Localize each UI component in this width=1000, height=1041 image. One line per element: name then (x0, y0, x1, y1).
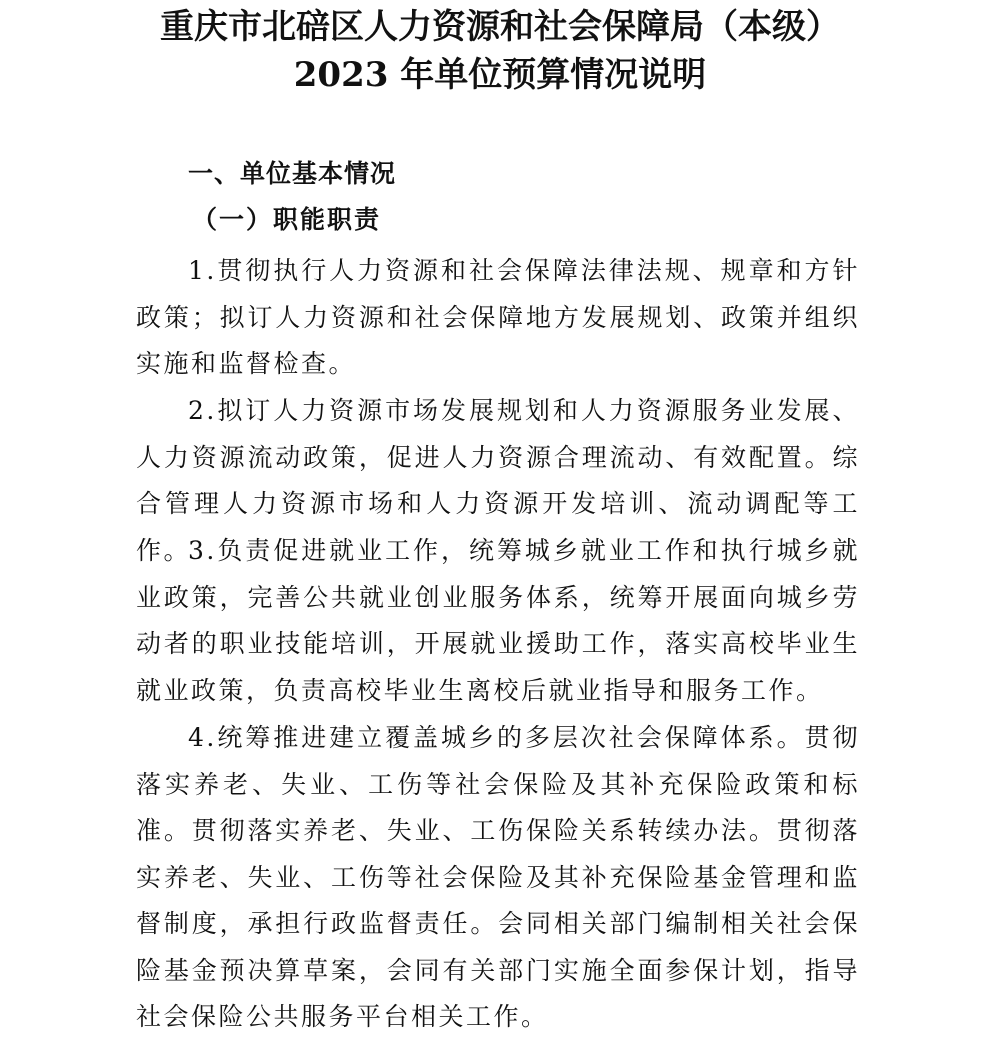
paragraph-duty-4: 4.统筹推进建立覆盖城乡的多层次社会保障体系。贯彻落实养老、失业、工伤等社会保险及其补充保险政策和标准。贯彻落实养老、失业、工伤保险关系转续办法。贯彻落实养老、失业、工伤等社会保险及其补充保险基金管理和监督制度，承担行政监督责任。会同相关部门编制相关社会保险基金预决算草案，会同有关部门实施全面参保计划，指导社会保险公共服务平台相关工作。 (136, 723, 860, 1031)
document-title-line-1: 重庆市北碚区人力资源和社会保障局（本级） (160, 7, 840, 47)
paragraph-duty-1: 1.贯彻执行人力资源和社会保障法律法规、规章和方针政策；拟订人力资源和社会保障地方发展规划、政策并组织实施和监督检查。 (136, 256, 860, 378)
document-title-line-2: 2023 年单位预算情况说明 (293, 55, 707, 95)
paragraph-duty-3: 3.负责促进就业工作，统筹城乡就业工作和执行城乡就业政策，完善公共就业创业服务体系，统筹开展面向城乡劳动者的职业技能培训，开展就业援助工作，落实高校毕业生就业政策，负责高校毕业生离校后就业指导和服务工作。 (136, 536, 860, 705)
paragraph-duty-2: 2.拟订人力资源市场发展规划和人力资源服务业发展、人力资源流动政策，促进人力资源合理流动、有效配置。综合管理人力资源市场和人力资源开发培训、流动调配等工作。 (136, 396, 860, 565)
subsection-heading: （一）职能职责 (192, 205, 382, 234)
section-heading: 一、单位基本情况 (188, 159, 397, 188)
